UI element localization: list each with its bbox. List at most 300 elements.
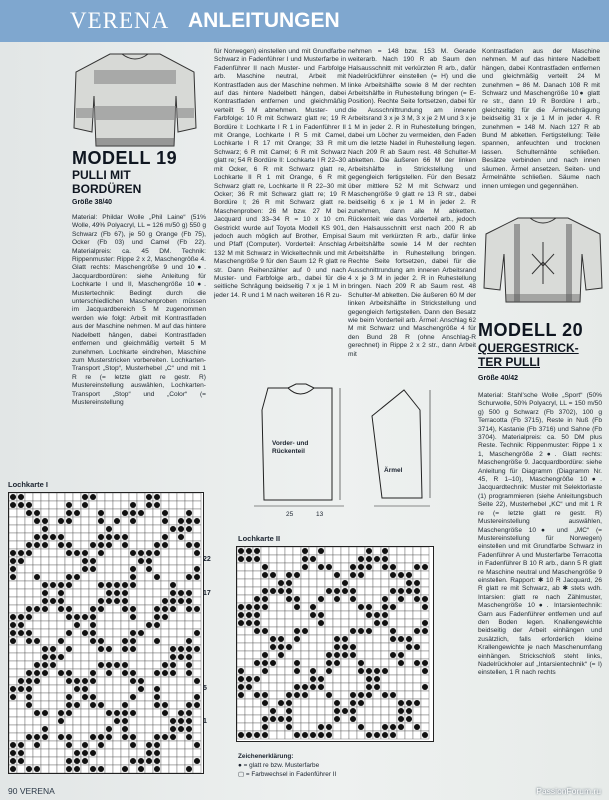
chart-stitch-dot	[98, 510, 104, 516]
chart-stitch-dot	[10, 686, 16, 692]
chart-stitch-dot	[278, 700, 284, 706]
chart-stitch-dot	[10, 614, 16, 620]
chart-stitch-dot	[114, 598, 120, 604]
chart-stitch-dot	[422, 620, 428, 626]
chart-stitch-dot	[106, 726, 112, 732]
chart-stitch-dot	[90, 622, 96, 628]
chart-stitch-dot	[398, 588, 404, 594]
chart-stitch-dot	[262, 628, 268, 634]
chart-stitch-dot	[90, 630, 96, 636]
chart-stitch-dot	[162, 606, 168, 612]
chart-stitch-dot	[170, 606, 176, 612]
chart-stitch-dot	[58, 734, 64, 740]
chart-stitch-dot	[26, 614, 32, 620]
chart-stitch-dot	[374, 668, 380, 674]
chart-stitch-dot	[390, 652, 396, 658]
chart-stitch-dot	[42, 670, 48, 676]
chart-stitch-dot	[58, 534, 64, 540]
chart-stitch-dot	[130, 510, 136, 516]
chart-stitch-dot	[154, 622, 160, 628]
chart-stitch-dot	[42, 710, 48, 716]
chart-stitch-dot	[194, 630, 200, 636]
chart-stitch-dot	[82, 694, 88, 700]
chart-stitch-dot	[398, 660, 404, 666]
chart-stitch-dot	[170, 718, 176, 724]
chart-stitch-dot	[114, 534, 120, 540]
chart-stitch-dot	[366, 628, 372, 634]
chart-stitch-dot	[34, 710, 40, 716]
chart-stitch-dot	[154, 638, 160, 644]
chart-stitch-dot	[154, 550, 160, 556]
chart-stitch-dot	[122, 766, 128, 772]
chart-stitch-dot	[358, 564, 364, 570]
sweater-20-illustration	[482, 214, 604, 306]
legend-item-1-text: = glatt re bzw. Musterfarbe	[243, 762, 320, 769]
chart-stitch-dot	[286, 700, 292, 706]
chart-stitch-dot	[294, 684, 300, 690]
chart-stitch-dot	[162, 702, 168, 708]
chart-stitch-dot	[374, 684, 380, 690]
chart-stitch-dot	[326, 692, 332, 698]
chart-stitch-dot	[34, 766, 40, 772]
chart-stitch-dot	[66, 670, 72, 676]
chart-stitch-dot	[154, 694, 160, 700]
chart-stitch-dot	[194, 542, 200, 548]
chart-stitch-dot	[18, 630, 24, 636]
chart-stitch-dot	[294, 596, 300, 602]
legend-item-2-text: = Farbwechsel in Fadenführer II	[245, 771, 337, 778]
chart-stitch-dot	[414, 660, 420, 666]
chart-stitch-dot	[246, 732, 252, 738]
chart-stitch-dot	[146, 750, 152, 756]
chart-stitch-dot	[186, 598, 192, 604]
chart-stitch-dot	[114, 590, 120, 596]
chart-stitch-dot	[98, 766, 104, 772]
chart-stitch-dot	[98, 550, 104, 556]
chart-stitch-dot	[334, 636, 340, 642]
chart-stitch-dot	[42, 590, 48, 596]
chart-stitch-dot	[194, 758, 200, 764]
chart-stitch-dot	[26, 702, 32, 708]
model-20-text: Material: Stahl'sche Wolle „Sport“ (50% Schurwolle, 50% Polyacryl, LL = 150 m/50 g) 500 g Schwarz (Fb 3702), 100 g Terracotta (Fb 3715), Reste in Nuß (Fb 3714), Kastanie (Fb 3716) und Sahne (Fb 3704). Materialpreis: ca. 50 DM plus Reste. Technik: Rippenmuster: Rippe 1 x 1, Maschengröße 2●. Glatt rechts: Maschengröße 9. Jacquardbordüre: siehe Anleitung für Diagramm (Diagramm Nr. 45, R 1–10), Maschengröße 10●. Jacquardtechnik: Muster mit Selektorlaste (1) programmieren (siehe Anleitungsbuch Seite 22), Musterhebel „KC“ und mit 1 R re (= letzte glatt re gestr. R) Mustereinstellung auswählen, Maschengröße 10● und „MC“ (= Mustereinstellung für Norwegen) einstellen und mit Grundfarbe Schwarz in Fadenführer A und Musterfarbe Terracotta in Fadenführer B 10 R arb., dann 5 R glatt re Maschine neutral und Maschengröße 9 einstellen. Rapport: ✱ 10 R Jacquard, 26 R glatt re mit Schwarz, ab ✱ stets wdh. Intarsien: glatt re nach Zählmuster, Maschengröße 10●. Intarsientechnik: Garn aus Fadenführer entfernen und auf den Boden legen. Knallengewichte beidseitig der Arbeit einhängen und zusätzlich, falls erforderlich kleine Krallengewichte je nach Maschenumfang einhängen. Strickschloß steht links, Nadelrückholer auf „Intarsientechnik“ (= I) einstellen, 1 R nach rechts	[478, 392, 602, 677]
model-19-size: Größe 38/40	[72, 199, 113, 206]
chart-stitch-dot	[34, 574, 40, 580]
chart-stitch-dot	[286, 572, 292, 578]
chart-stitch-dot	[358, 692, 364, 698]
chart-stitch-dot	[162, 710, 168, 716]
chart-stitch-dot	[42, 534, 48, 540]
chart-stitch-dot	[334, 596, 340, 602]
chart-stitch-dot	[310, 556, 316, 562]
chart-stitch-dot	[406, 644, 412, 650]
chart-stitch-dot	[82, 630, 88, 636]
chart-stitch-dot	[246, 676, 252, 682]
chart-stitch-dot	[10, 630, 16, 636]
page-footer: 90 VERENA	[8, 786, 55, 796]
chart-stitch-dot	[254, 628, 260, 634]
chart-stitch-dot	[66, 614, 72, 620]
chart-stitch-dot	[310, 732, 316, 738]
measure-25: 25	[286, 511, 294, 518]
chart-stitch-dot	[390, 588, 396, 594]
chart-stitch-dot	[42, 542, 48, 548]
chart-stitch-dot	[170, 526, 176, 532]
chart-stitch-dot	[286, 716, 292, 722]
chart-stitch-dot	[302, 628, 308, 634]
chart-stitch-dot	[10, 758, 16, 764]
chart-stitch-dot	[194, 678, 200, 684]
chart-stitch-dot	[382, 548, 388, 554]
chart-stitch-dot	[18, 678, 24, 684]
chart-stitch-dot	[130, 734, 136, 740]
chart-stitch-dot	[74, 614, 80, 620]
chart-stitch-dot	[406, 572, 412, 578]
chart-stitch-dot	[106, 526, 112, 532]
chart-stitch-dot	[186, 638, 192, 644]
chart-stitch-dot	[334, 644, 340, 650]
chart-stitch-dot	[66, 742, 72, 748]
chart-stitch-dot	[106, 734, 112, 740]
chart-stitch-dot	[246, 548, 252, 554]
chart-stitch-dot	[366, 612, 372, 618]
chart-stitch-dot	[82, 558, 88, 564]
chart-stitch-dot	[390, 692, 396, 698]
chart-stitch-dot	[194, 702, 200, 708]
chart-stitch-dot	[50, 662, 56, 668]
chart-stitch-dot	[326, 668, 332, 674]
chart-stitch-dot	[238, 556, 244, 562]
chart-stitch-dot	[66, 758, 72, 764]
chart-stitch-dot	[294, 636, 300, 642]
chart-stitch-dot	[122, 670, 128, 676]
chart-stitch-dot	[138, 766, 144, 772]
chart-stitch-dot	[294, 628, 300, 634]
chart-stitch-dot	[106, 598, 112, 604]
chart-stitch-dot	[74, 574, 80, 580]
chart-stitch-dot	[334, 572, 340, 578]
chart-stitch-dot	[90, 638, 96, 644]
chart-stitch-dot	[90, 670, 96, 676]
chart-stitch-dot	[114, 710, 120, 716]
chart-stitch-dot	[414, 588, 420, 594]
chart-stitch-dot	[98, 542, 104, 548]
chart-stitch-dot	[66, 678, 72, 684]
chart-stitch-dot	[146, 742, 152, 748]
chart-stitch-dot	[82, 678, 88, 684]
chart-stitch-dot	[26, 734, 32, 740]
chart-stitch-dot	[90, 678, 96, 684]
model-19-subtitle-2: BORDÜREN	[72, 182, 142, 196]
chart-stitch-dot	[18, 758, 24, 764]
chart-stitch-dot	[74, 758, 80, 764]
chart-stitch-dot	[270, 636, 276, 642]
chart-stitch-dot	[350, 708, 356, 714]
chart-stitch-dot	[374, 620, 380, 626]
chart-stitch-dot	[366, 692, 372, 698]
chart-stitch-dot	[422, 732, 428, 738]
chart-stitch-dot	[390, 732, 396, 738]
chart-stitch-dot	[130, 518, 136, 524]
chart-stitch-dot	[278, 588, 284, 594]
chart-stitch-dot	[130, 646, 136, 652]
chart-stitch-dot	[90, 734, 96, 740]
chart-stitch-dot	[74, 510, 80, 516]
chart-stitch-dot	[50, 654, 56, 660]
chart-stitch-dot	[406, 716, 412, 722]
chart-stitch-dot	[422, 684, 428, 690]
chart-stitch-dot	[334, 652, 340, 658]
chart-stitch-dot	[374, 732, 380, 738]
chart-stitch-dot	[286, 724, 292, 730]
chart-stitch-dot	[106, 646, 112, 652]
chart-stitch-dot	[422, 604, 428, 610]
chart-stitch-dot	[130, 606, 136, 612]
chart-stitch-dot	[98, 662, 104, 668]
chart-stitch-dot	[154, 702, 160, 708]
legend-square-icon: ▢	[238, 771, 246, 778]
chart-stitch-dot	[42, 662, 48, 668]
chart-stitch-dot	[154, 766, 160, 772]
chart-stitch-dot	[390, 604, 396, 610]
chart-stitch-dot	[34, 662, 40, 668]
chart-stitch-dot	[302, 548, 308, 554]
model-19-text-col3: nehmen = 148 bzw. 153 M. Gerade weiterarb. Nach 190 R ab Saum den Halsausschnitt mit verkürzten R arb., dafür Nadelrückführer einstellen (= H) und die linke Arbeitshälfte sowie 8 M der rechten Arbeitshälfte in Ruhestellung bringen (= E-Position). Rechte Seite fortsetzen, dabei für die Ausschnittrundung am inneren Arbeitsrand 3 x je 3 M, 3 x je 2 M und 3 x je 1 M in jeder 2. R in Ruhestellung bringen, dabei um Löcher zu vermeiden, den Faden um die letzte Nadel in Ruhestellung legen. Nach 209 R ab Saum rest. 48 Schulter-M abketten. Die äußeren 66 M der linken Arbeitshälfte in Strickstellung und gegengleich fertigstellen. Für den Besatz über mittlere 52 M mit Schwarz und Maschengröße 9 glatt re 13 R str., dabei beidseitig 6 x je 1 M in jeder 2. R zunehmen, dann alle M abketten. Rückenteil: wie das Vorderteil arb., jedoch den Halsausschnitt erst nach 200 R ab Saum mit verkürzten R arb., dafür linke Arbeitshälfte sowie 14 M der rechten Arbeitshälfte in Ruhestellung bringen. Rechte Seite fortsetzen, dabei für die Ausschnittrundung am inneren Arbeitsrand 4 x je 3 M in jeder 2. R in Ruhestellung bringen. Nach 209 R ab Saum rest. 48 Schulter-M abketten. Die äußeren 60 M der linken Arbeitshälfte in Strickstellung und gegengleich fertigstellen. Dann den Besatz wie beim Vorderteil arb. Ärmel: Anschlag 62 M mit Schwarz und Maschengröße 4 für den Bund 28 R (ohne Anschlag-R gerechnet) in Rippe 2 x 2 str., dann Arbeit mit	[348, 48, 476, 358]
chart-stitch-dot	[66, 630, 72, 636]
chart-stitch-dot	[318, 596, 324, 602]
chart-stitch-dot	[90, 566, 96, 572]
chart-stitch-dot	[302, 684, 308, 690]
chart-stitch-dot	[390, 572, 396, 578]
chart-stitch-dot	[398, 636, 404, 642]
chart-stitch-dot	[26, 694, 32, 700]
chart-stitch-dot	[130, 694, 136, 700]
chart-stitch-dot	[422, 596, 428, 602]
chart-stitch-dot	[114, 518, 120, 524]
chart-stitch-dot	[82, 566, 88, 572]
chart-stitch-dot	[366, 676, 372, 682]
chart-stitch-dot	[194, 742, 200, 748]
chart-stitch-dot	[302, 692, 308, 698]
chart-stitch-dot	[262, 668, 268, 674]
chart-stitch-dot	[66, 550, 72, 556]
chart-stitch-dot	[42, 518, 48, 524]
chart-stitch-dot	[246, 556, 252, 562]
chart-stitch-dot	[186, 702, 192, 708]
sleeve-label: Ärmel	[384, 467, 403, 474]
chart-stitch-dot	[154, 606, 160, 612]
chart-stitch-dot	[278, 580, 284, 586]
chart-stitch-dot	[178, 654, 184, 660]
chart-stitch-dot	[10, 766, 16, 772]
chart-stitch-dot	[82, 686, 88, 692]
chart-stitch-dot	[34, 734, 40, 740]
model-19-column-1	[72, 214, 206, 462]
chart-2-label: Lochkarte II	[238, 534, 281, 543]
chart-stitch-dot	[406, 580, 412, 586]
chart-stitch-dot	[178, 526, 184, 532]
model-19-text-col2: für Norwegen) einstellen und mit Grundfarbe Schwarz in Fadenführer I und Musterfarbe in Fadenführer II nach Muster- und Farbfolge arb. Maschine neutral, Arbeit mit Kontrastfaden aus der Maschine nehmen. M auf das hintere Nadelbett hängen, dabei Kontrastfaden entfernen und gleichmäßig verteilt 5 M abnehmen. Muster- und Farbfolge: 10 R mit Schwarz glatt re; 19 R Bordüre I: Lochkarte I R 1 in Fadenführer II mit Orange, Lochkarte I R 5 mit Camel, Lochkarte I R 17 mit Orange; 33 R mit Schwarz; 6 R mit Camel; 6 R mit Schwarz glatt re; 54 R Bordüre II: Lochkarte I R 22–30 mit Ocker, 6 R mit Schwarz glatt re, Lochkarte II R 1 mit Orange, 6 R mit Schwarz glatt re, Lochkarte II R 22–30 mit Ocker; 36 R mit Schwarz glatt re; 19 R Bordüre I; 26 R mit Schwarz glatt re. Maschenproben: 26 M bzw. 27 M bei Jacquard und 33–34 R = 10 x 10 cm. Gestrickt wurde auf Toyota Modell KS 901, jedoch auch möglich auf Brother, Empisal und Pfaff (Computer). Vorderteil: Anschlag 132 M mit Schwarz in Wickeltechnik und mit Maschengröße 9 für den Saum 12 R glatt re str. Dann Reihenzähler auf 0 und nach Muster- und Farbfolge arb., dabei für die seitliche Schrägung beidseitig 7 x je 1 M in jeder 14. R und 1 M nach weiteren 16 R zu-	[214, 48, 346, 299]
chart-stitch-dot	[10, 502, 16, 508]
chart-stitch-dot	[122, 702, 128, 708]
chart-stitch-dot	[98, 534, 104, 540]
chart-stitch-dot	[122, 542, 128, 548]
chart-stitch-dot	[178, 646, 184, 652]
chart-stitch-dot	[122, 718, 128, 724]
chart-stitch-dot	[18, 686, 24, 692]
chart-stitch-dot	[130, 566, 136, 572]
chart-stitch-dot	[186, 670, 192, 676]
model-19-text: Material: Phildar Wolle „Phil Laine“ (51% Wolle, 49% Polyacryl, LL = 126 m/50 g) 550 g Schwarz (Fb 67), je 50 g Orange (Fb 75), Ocker (Fb 03) und Camel (Fb 22). Materialpreis: ca. 45 DM. Technik: Rippenmuster: Rippe 2 x 2, Maschengröße 4. Glatt rechts: Maschengröße 9 und 10●. Jacquardbordüren: siehe Anleitung für Lochkarte I und II, Maschengröße 10●. Mustertechnik: Bedingt durch die unterschiedlichen Maschenproben müssen im Jacquardbereich 5 M zugenommen werden wie folgt: Arbeit mit Kontrastfaden aus der Maschine nehmen. M auf das hintere Nadelbett hängen, dabei Kontrastfaden entfernen und gleichmäßig verteilt 5 M zunehmen. Lochkarte eindrehen, Maschine zum Musterstricken vorbereiten. Lochkarten-Transport „Stop“, Musterhebel „C“ und mit 1 R re (= letzte glatt re gestr. R) Mustereinstellung auswählen, Lochkarten-Transport „Stop“ und „Color“ (= Mustereinstellung	[72, 214, 206, 406]
chart-stitch-dot	[26, 550, 32, 556]
chart-stitch-dot	[122, 646, 128, 652]
chart-stitch-dot	[162, 598, 168, 604]
chart-stitch-dot	[238, 612, 244, 618]
chart-stitch-dot	[74, 550, 80, 556]
chart-stitch-dot	[278, 644, 284, 650]
chart-stitch-dot	[350, 564, 356, 570]
chart-stitch-dot	[130, 582, 136, 588]
chart-stitch-dot	[186, 710, 192, 716]
chart-stitch-dot	[326, 732, 332, 738]
chart-stitch-dot	[318, 548, 324, 554]
chart-stitch-dot	[342, 644, 348, 650]
chart-stitch-dot	[10, 694, 16, 700]
chart-stitch-dot	[50, 646, 56, 652]
chart-stitch-dot	[58, 590, 64, 596]
chart-stitch-dot	[154, 542, 160, 548]
chart-stitch-dot	[10, 558, 16, 564]
chart-stitch-dot	[286, 588, 292, 594]
chart-stitch-dot	[162, 510, 168, 516]
chart-stitch-dot	[350, 692, 356, 698]
chart-stitch-dot	[98, 702, 104, 708]
chart-stitch-dot	[58, 718, 64, 724]
chart-stitch-dot	[114, 582, 120, 588]
chart-stitch-dot	[390, 564, 396, 570]
chart-stitch-dot	[326, 588, 332, 594]
chart-stitch-dot	[186, 574, 192, 580]
chart-stitch-dot	[74, 766, 80, 772]
chart-stitch-dot	[318, 676, 324, 682]
chart-stitch-dot	[294, 660, 300, 666]
chart-stitch-dot	[154, 502, 160, 508]
chart-stitch-dot	[246, 684, 252, 690]
chart-stitch-dot	[34, 742, 40, 748]
chart-stitch-dot	[26, 542, 32, 548]
chart-stitch-dot	[90, 750, 96, 756]
chart-stitch-dot	[194, 550, 200, 556]
chart-stitch-dot	[382, 564, 388, 570]
chart-stitch-dot	[246, 612, 252, 618]
chart-stitch-dot	[382, 556, 388, 562]
chart-stitch-dot	[294, 572, 300, 578]
chart-stitch-dot	[122, 710, 128, 716]
chart-stitch-dot	[26, 678, 32, 684]
chart-stitch-dot	[422, 628, 428, 634]
chart-stitch-dot	[58, 670, 64, 676]
chart-stitch-dot	[358, 668, 364, 674]
measure-13: 13	[316, 511, 324, 518]
chart-stitch-dot	[406, 708, 412, 714]
chart-stitch-dot	[302, 564, 308, 570]
chart-stitch-dot	[138, 550, 144, 556]
chart-stitch-dot	[194, 518, 200, 524]
chart-stitch-dot	[82, 550, 88, 556]
chart-stitch-dot	[34, 678, 40, 684]
chart-stitch-dot	[254, 604, 260, 610]
chart-stitch-dot	[390, 724, 396, 730]
chart-stitch-dot	[414, 700, 420, 706]
brand-logo: VERENA	[70, 8, 170, 33]
chart-stitch-dot	[34, 542, 40, 548]
chart-stitch-dot	[18, 614, 24, 620]
chart-stitch-dot	[66, 766, 72, 772]
chart-stitch-dot	[26, 766, 32, 772]
chart-stitch-dot	[122, 606, 128, 612]
chart-stitch-dot	[382, 596, 388, 602]
chart-stitch-dot	[326, 724, 332, 730]
watermark: PassionForum.ru	[536, 786, 601, 796]
chart-stitch-dot	[326, 660, 332, 666]
chart-stitch-dot	[302, 556, 308, 562]
chart-stitch-dot	[254, 548, 260, 554]
chart-stitch-dot	[342, 652, 348, 658]
chart-stitch-dot	[186, 518, 192, 524]
chart-stitch-dot	[138, 678, 144, 684]
chart-stitch-dot	[42, 726, 48, 732]
chart-stitch-dot	[162, 534, 168, 540]
chart-stitch-dot	[358, 556, 364, 562]
chart-stitch-dot	[398, 708, 404, 714]
chart-stitch-dot	[186, 662, 192, 668]
chart-stitch-dot	[34, 518, 40, 524]
legend	[238, 752, 458, 779]
chart-stitch-dot	[366, 556, 372, 562]
chart-stitch-dot	[98, 742, 104, 748]
chart-stitch-dot	[186, 526, 192, 532]
chart-stitch-dot	[270, 644, 276, 650]
chart-stitch-dot	[374, 556, 380, 562]
chart-stitch-dot	[34, 606, 40, 612]
chart-stitch-dot	[138, 510, 144, 516]
chart-stitch-dot	[34, 670, 40, 676]
row-marker-17: 17	[203, 590, 211, 597]
chart-stitch-dot	[162, 614, 168, 620]
chart-stitch-dot	[178, 718, 184, 724]
chart-stitch-dot	[82, 742, 88, 748]
chart-stitch-dot	[186, 646, 192, 652]
chart-stitch-dot	[10, 750, 16, 756]
chart-stitch-dot	[66, 510, 72, 516]
chart-stitch-dot	[350, 596, 356, 602]
chart-stitch-dot	[106, 662, 112, 668]
chart-stitch-dot	[246, 604, 252, 610]
chart-stitch-dot	[270, 716, 276, 722]
chart-stitch-dot	[58, 710, 64, 716]
chart-stitch-dot	[18, 622, 24, 628]
chart-stitch-dot	[106, 542, 112, 548]
chart-stitch-dot	[366, 564, 372, 570]
lochkarte-2-grid	[236, 546, 434, 742]
chart-stitch-dot	[34, 638, 40, 644]
chart-stitch-dot	[262, 596, 268, 602]
chart-stitch-dot	[74, 686, 80, 692]
model-20-title: MODELL 20	[478, 320, 584, 340]
chart-stitch-dot	[382, 692, 388, 698]
chart-stitch-dot	[42, 598, 48, 604]
chart-stitch-dot	[186, 734, 192, 740]
chart-stitch-dot	[122, 734, 128, 740]
